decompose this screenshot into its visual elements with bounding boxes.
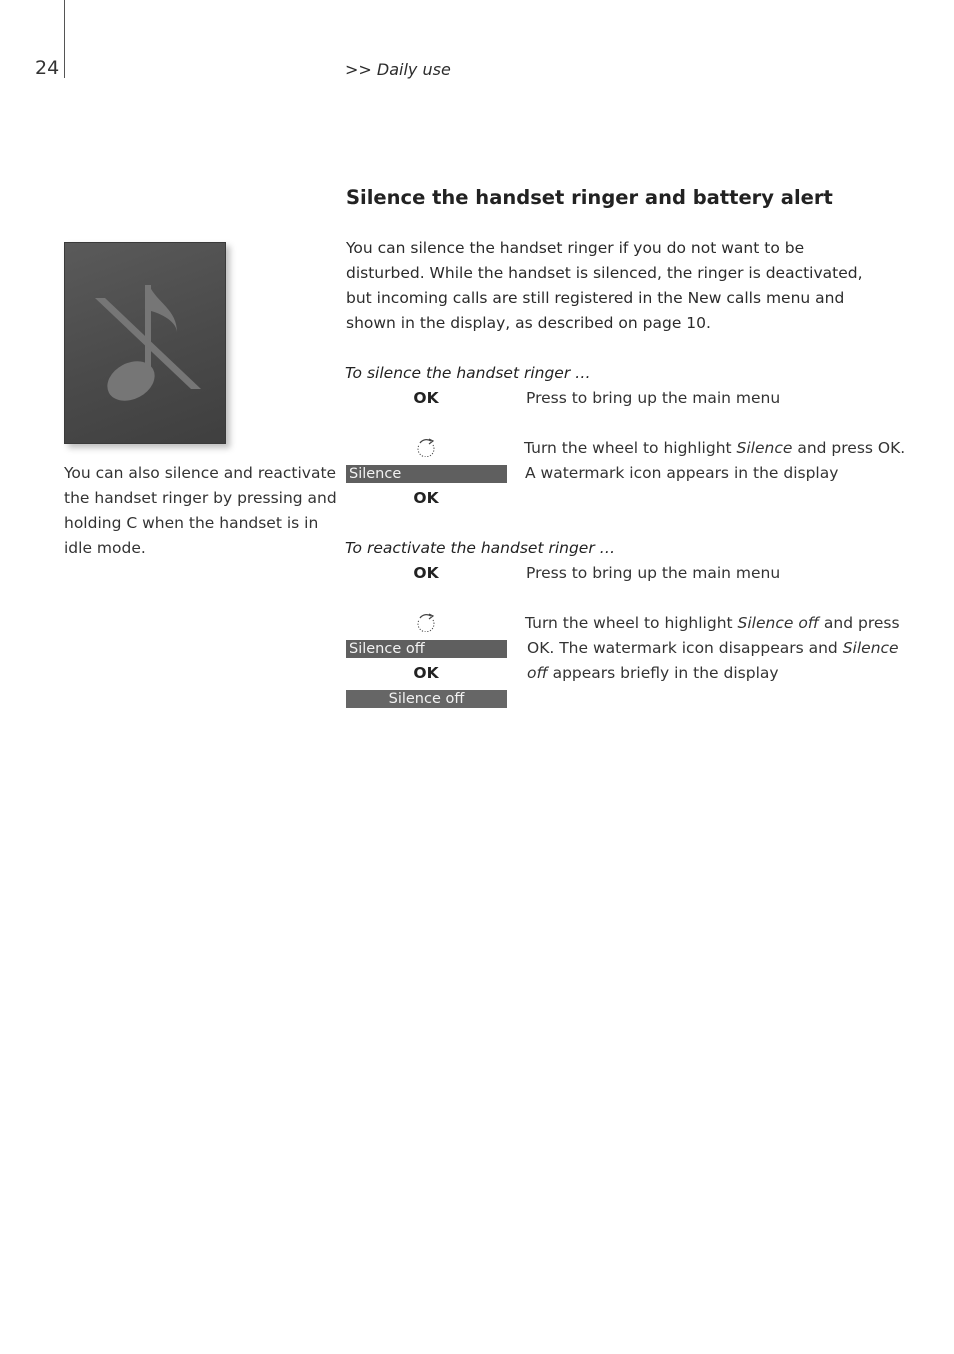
- desc-text: Turn the wheel to highlight: [524, 439, 737, 457]
- margin-rule: [64, 0, 65, 78]
- intro-line: disturbed. While the handset is silenced, the ringer is deactivated,: [346, 264, 863, 282]
- step-description: A watermark icon appears in the display: [525, 464, 839, 482]
- step-description: Press to bring up the main menu: [526, 389, 781, 407]
- intro-line: shown in the display, as described on page 10.: [346, 314, 711, 332]
- caption-line: idle mode.: [64, 539, 146, 557]
- ok-key-label: OK: [413, 389, 439, 407]
- running-head-text: >> Daily use: [345, 60, 451, 79]
- wheel-icon: [416, 437, 436, 457]
- desc-text: OK. The watermark icon disappears and: [527, 639, 843, 657]
- ok-key-label: OK: [413, 564, 439, 582]
- display-message: Silence off: [346, 690, 507, 708]
- desc-emphasis: Silence: [736, 439, 793, 457]
- intro-line: You can silence the handset ringer if you do not want to be: [346, 239, 805, 257]
- reactivate-heading: To reactivate the handset ringer …: [345, 539, 616, 557]
- display-menu-item: Silence: [346, 465, 507, 483]
- running-head: [345, 60, 451, 80]
- silence-heading: To silence the handset ringer …: [345, 364, 591, 382]
- desc-emphasis: Silence: [842, 639, 899, 657]
- caption-line: the handset ringer by pressing and: [64, 489, 337, 507]
- step-description: Press to bring up the main menu: [526, 564, 781, 582]
- wheel-icon: [416, 612, 436, 632]
- sidebar-caption: [64, 461, 337, 561]
- step-description: [525, 611, 900, 636]
- desc-text: and press OK.: [792, 439, 906, 457]
- display-menu-item: Silence off: [346, 640, 507, 658]
- desc-text: and press: [819, 614, 900, 632]
- desc-emphasis: off: [527, 664, 548, 682]
- intro-paragraph: [346, 236, 906, 336]
- silenced-note-icon: [65, 243, 227, 445]
- desc-emphasis: Silence off: [737, 614, 819, 632]
- ok-key-label: OK: [413, 489, 439, 507]
- silenced-note-illustration: [64, 242, 226, 444]
- desc-text: Turn the wheel to highlight: [525, 614, 738, 632]
- desc-text: appears briefly in the display: [547, 664, 779, 682]
- step-description: [527, 636, 899, 661]
- caption-line: holding C when the handset is in: [64, 514, 319, 532]
- caption-line: You can also silence and reactivate: [64, 464, 337, 482]
- step-description: [527, 661, 779, 686]
- intro-line: but incoming calls are still registered in the New calls menu and: [346, 289, 845, 307]
- step-description: [524, 436, 905, 461]
- section-title: Silence the handset ringer and battery alert: [346, 186, 833, 209]
- page-number: 24: [35, 57, 60, 79]
- ok-key-label: OK: [413, 664, 439, 682]
